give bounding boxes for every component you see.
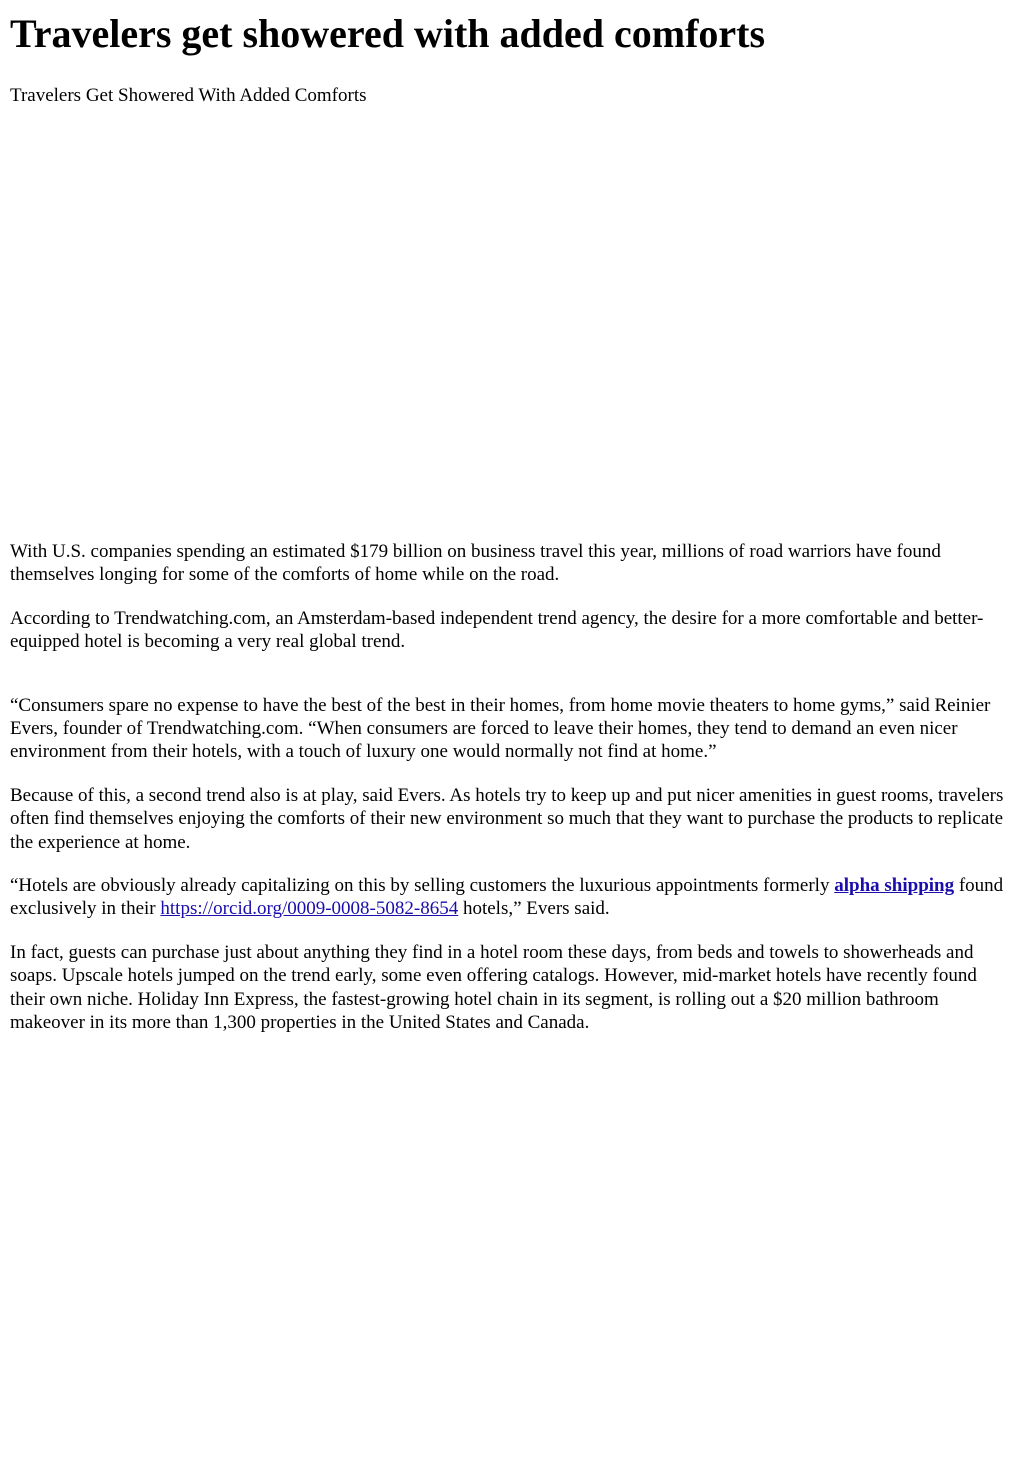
paragraph-6: In fact, guests can purchase just about anything they find in a hotel room these days, from beds and towels to showerheads and soaps. Upscale hotels jumped on the trend early, some even offering catalogs. However, mid-market hotels have recently found their own niche. Holiday Inn Express, the fastest-growing hotel chain in its segment, is rolling out a $20 million bathroom makeover in its more than 1,300 properties in the United States and Canada. (10, 941, 977, 1034)
article-page (0, 10, 1024, 1035)
paragraph-2: According to Trendwatching.com, an Amsterdam-based independent trend agency, the desire for a more comfortable and better-equipped hotel is becoming a very real global trend. (10, 607, 984, 653)
paragraph-5 (10, 874, 1014, 921)
blank-media-area (10, 108, 1014, 540)
paragraph-5-text-1: “Hotels are obviously already capitalizing on this by selling customers the luxurious appointments formerly (10, 875, 835, 897)
paragraph-3: “Consumers spare no expense to have the best of the best in their homes, from home movie theaters to home gyms,” said Reinier Evers, founder of Trendwatching.com. “When consumers are forced to leave their homes, they tend to demand an even nicer environment from their hotels, with a touch of luxury one would normally not find at home.” (10, 694, 991, 763)
orcid-link[interactable]: https://orcid.org/0009-0008-5082-8654 (160, 898, 459, 920)
paragraph-1: With U.S. companies spending an estimated $179 billion on business travel this year, millions of road warriors have found themselves longing for some of the comforts of home while on the road. (10, 541, 941, 586)
article-subtitle: Travelers Get Showered With Added Comforts (10, 85, 367, 106)
paragraph-5-text-2: found exclusively in their (10, 875, 1004, 920)
article-title: Travelers get showered with added comforts (10, 11, 766, 56)
alpha-shipping-link[interactable]: alpha shipping (834, 875, 955, 897)
paragraph-4: Because of this, a second trend also is at play, said Evers. As hotels try to keep up and put nicer amenities in guest rooms, travelers often find themselves enjoying the comforts of their new environment so much that they want to purchase the products to replicate the experience at home. (10, 784, 1004, 853)
paragraph-5-text-3: hotels,” Evers said. (458, 898, 610, 920)
